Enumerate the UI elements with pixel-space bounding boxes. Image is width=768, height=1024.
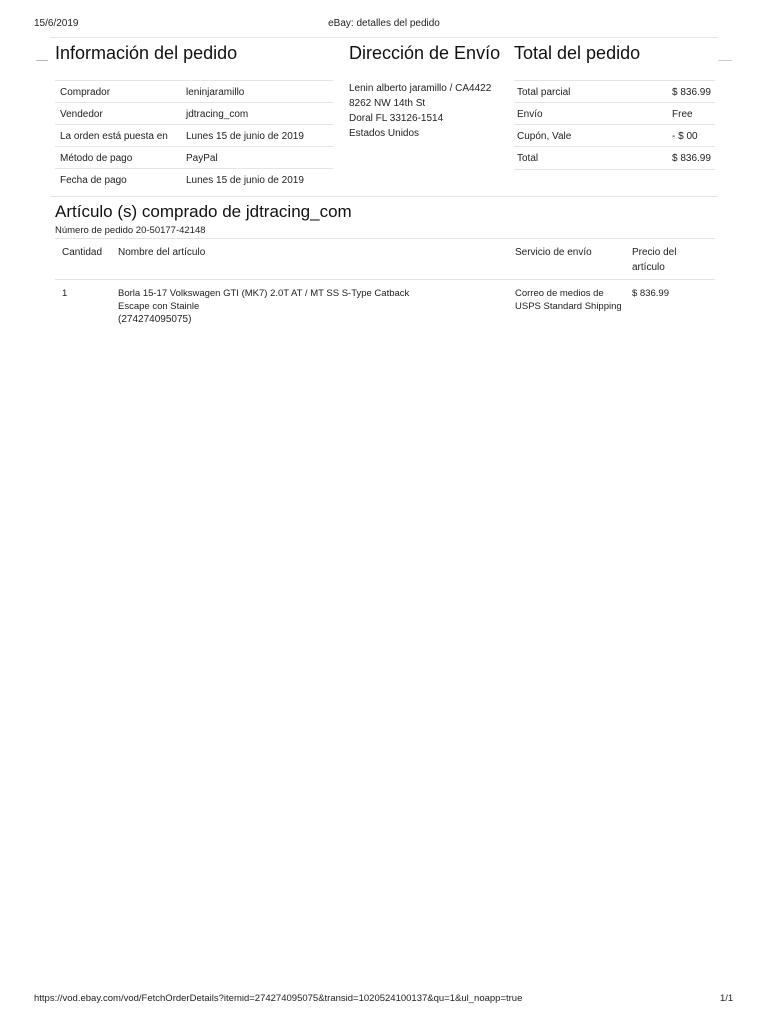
address-line: Estados Unidos xyxy=(349,128,420,139)
divider xyxy=(55,238,715,239)
payment-date-label: Fecha de pago xyxy=(60,175,127,186)
coupon-value: - $ 00 xyxy=(672,131,698,142)
divider xyxy=(50,196,718,197)
divider xyxy=(36,60,48,61)
address-line: Lenin alberto jaramillo / CA4422 xyxy=(349,83,492,94)
page-number: 1/1 xyxy=(720,993,734,1004)
shipping-address-title: Dirección de Envío xyxy=(349,43,501,63)
payment-method-label: Método de pago xyxy=(60,153,133,164)
shipping-cost-label: Envío xyxy=(517,109,543,120)
order-info-row xyxy=(55,168,333,191)
item-shipping-service xyxy=(515,287,622,313)
print-date: 15/6/2019 xyxy=(34,18,79,29)
footer-url: https://vod.ebay.com/vod/FetchOrderDetails?itemid=274274095075&transid=1020524100137&qu=1&ul_noapp=true xyxy=(34,993,523,1004)
coupon-label: Cupón, Vale xyxy=(517,131,572,142)
items-section-title: Artículo (s) comprado de jdtracing_com xyxy=(55,202,352,221)
item-name-line: Escape con Stainle xyxy=(118,301,200,312)
item-name xyxy=(118,287,498,326)
order-total-row xyxy=(514,146,715,170)
item-quantity: 1 xyxy=(62,288,68,299)
divider xyxy=(50,37,718,38)
divider xyxy=(55,279,715,280)
seller-value: jdtracing_com xyxy=(186,109,249,120)
column-header-item-name: Nombre del artículo xyxy=(118,247,206,258)
buyer-value: leninjaramillo xyxy=(186,87,245,98)
order-total-row xyxy=(514,124,715,147)
order-info-row xyxy=(55,80,333,103)
subtotal-label: Total parcial xyxy=(517,87,571,98)
order-info-row xyxy=(55,124,333,147)
order-placed-value: Lunes 15 de junio de 2019 xyxy=(186,131,304,142)
order-info-row xyxy=(55,146,333,169)
item-price: $ 836.99 xyxy=(632,288,669,299)
column-header-price-line: artículo xyxy=(632,262,665,273)
column-header-shipping: Servicio de envío xyxy=(515,247,592,258)
order-number: Número de pedido 20-50177-42148 xyxy=(55,225,206,236)
payment-date-value: Lunes 15 de junio de 2019 xyxy=(186,175,304,186)
seller-label: Vendedor xyxy=(60,109,103,120)
total-value: $ 836.99 xyxy=(672,153,711,164)
item-id: (274274095075) xyxy=(118,314,192,325)
order-info-row xyxy=(55,102,333,125)
order-info-title: Información del pedido xyxy=(55,43,238,63)
buyer-label: Comprador xyxy=(60,87,111,98)
total-label: Total xyxy=(517,153,539,164)
subtotal-value: $ 836.99 xyxy=(672,87,711,98)
item-shipping-line: Correo de medios de xyxy=(515,288,604,299)
divider xyxy=(718,60,732,61)
item-name-line: Borla 15-17 Volkswagen GTI (MK7) 2.0T AT / MT SS S-Type Catback xyxy=(118,288,410,299)
order-total-row xyxy=(514,102,715,125)
page-title: eBay: detalles del pedido xyxy=(328,18,440,29)
address-line: Doral FL 33126-1514 xyxy=(349,113,444,124)
column-header-quantity: Cantidad xyxy=(62,247,103,258)
shipping-cost-value: Free xyxy=(672,109,693,120)
payment-method-value: PayPal xyxy=(186,153,218,164)
column-header-price-line: Precio del xyxy=(632,247,677,258)
item-shipping-line: USPS Standard Shipping xyxy=(515,301,622,312)
address-line: 8262 NW 14th St xyxy=(349,98,426,109)
order-total-row xyxy=(514,80,715,103)
shipping-address-block xyxy=(349,81,491,141)
order-total-title: Total del pedido xyxy=(514,43,641,63)
order-placed-label: La orden está puesta en xyxy=(60,131,168,142)
column-header-price xyxy=(632,245,676,275)
